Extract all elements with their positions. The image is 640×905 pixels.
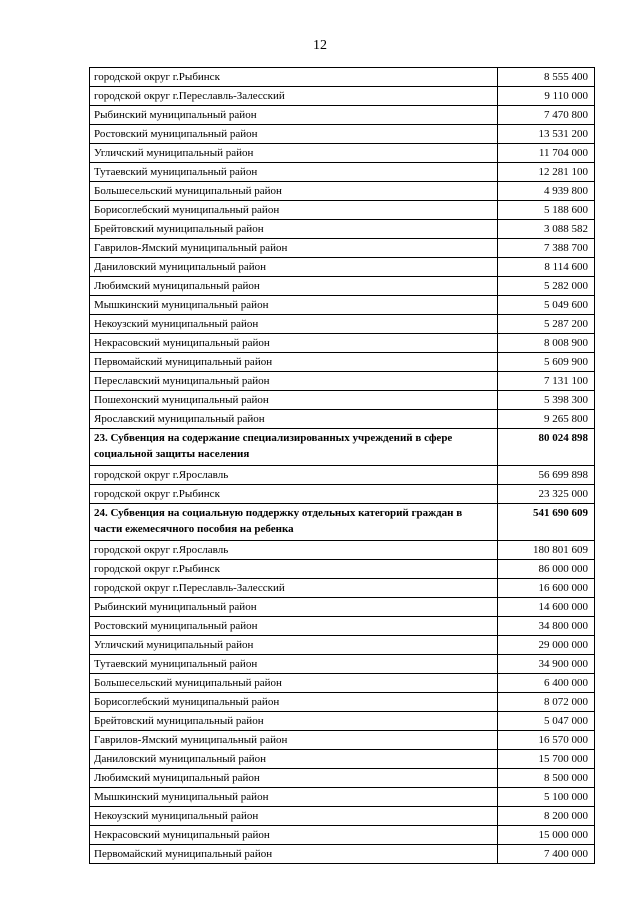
amount-value: 16 570 000 (498, 731, 595, 750)
table-row (90, 636, 595, 655)
amount-value: 8 500 000 (498, 769, 595, 788)
budget-table (89, 67, 595, 864)
amount-value: 34 800 000 (498, 617, 595, 636)
section-title: 24. Субвенция на социальную поддержку отдельных категорий граждан в части ежемесячного пособия на ребенка (90, 504, 498, 541)
table-row (90, 674, 595, 693)
recipient-name: Борисоглебский муниципальный район (90, 693, 498, 712)
table-row (90, 655, 595, 674)
recipient-name: Рыбинский муниципальный район (90, 106, 498, 125)
recipient-name: Тутаевский муниципальный район (90, 655, 498, 674)
recipient-name: Любимский муниципальный район (90, 769, 498, 788)
amount-value: 23 325 000 (498, 485, 595, 504)
amount-value: 4 939 800 (498, 182, 595, 201)
recipient-name: Некрасовский муниципальный район (90, 826, 498, 845)
recipient-name: Даниловский муниципальный район (90, 750, 498, 769)
recipient-name: городской округ г.Ярославль (90, 541, 498, 560)
recipient-name: Ростовский муниципальный район (90, 125, 498, 144)
amount-value: 5 047 000 (498, 712, 595, 731)
amount-value: 13 531 200 (498, 125, 595, 144)
amount-value: 5 049 600 (498, 296, 595, 315)
table-row (90, 68, 595, 87)
table-row (90, 201, 595, 220)
table-row (90, 485, 595, 504)
recipient-name: Первомайский муниципальный район (90, 353, 498, 372)
table-row (90, 87, 595, 106)
table-row (90, 258, 595, 277)
recipient-name: Борисоглебский муниципальный район (90, 201, 498, 220)
section-header-row (90, 504, 595, 541)
recipient-name: Первомайский муниципальный район (90, 845, 498, 864)
table-row (90, 466, 595, 485)
table-row (90, 315, 595, 334)
amount-value: 11 704 000 (498, 144, 595, 163)
table-row (90, 598, 595, 617)
recipient-name: Угличский муниципальный район (90, 636, 498, 655)
table-row (90, 391, 595, 410)
recipient-name: Гаврилов-Ямский муниципальный район (90, 731, 498, 750)
table-row (90, 277, 595, 296)
amount-value: 9 265 800 (498, 410, 595, 429)
table-row (90, 541, 595, 560)
table-row (90, 693, 595, 712)
recipient-name: Угличский муниципальный район (90, 144, 498, 163)
recipient-name: Переславский муниципальный район (90, 372, 498, 391)
amount-value: 8 114 600 (498, 258, 595, 277)
table-row (90, 826, 595, 845)
table-row (90, 579, 595, 598)
table-row (90, 788, 595, 807)
recipient-name: городской округ г.Ярославль (90, 466, 498, 485)
recipient-name: Некоузский муниципальный район (90, 315, 498, 334)
amount-value: 9 110 000 (498, 87, 595, 106)
table-row (90, 807, 595, 826)
amount-value: 8 200 000 (498, 807, 595, 826)
table-row (90, 560, 595, 579)
amount-value: 5 100 000 (498, 788, 595, 807)
amount-value: 5 188 600 (498, 201, 595, 220)
amount-value: 8 072 000 (498, 693, 595, 712)
table-row (90, 125, 595, 144)
amount-value: 15 700 000 (498, 750, 595, 769)
table-row (90, 182, 595, 201)
amount-value: 7 388 700 (498, 239, 595, 258)
recipient-name: Даниловский муниципальный район (90, 258, 498, 277)
recipient-name: Любимский муниципальный район (90, 277, 498, 296)
table-row (90, 353, 595, 372)
amount-value: 8 008 900 (498, 334, 595, 353)
table-row (90, 220, 595, 239)
table-row (90, 239, 595, 258)
section-total-amount: 80 024 898 (498, 429, 595, 466)
amount-value: 15 000 000 (498, 826, 595, 845)
amount-value: 29 000 000 (498, 636, 595, 655)
amount-value: 7 470 800 (498, 106, 595, 125)
amount-value: 56 699 898 (498, 466, 595, 485)
amount-value: 180 801 609 (498, 541, 595, 560)
recipient-name: Большесельский муниципальный район (90, 182, 498, 201)
table-row (90, 712, 595, 731)
amount-value: 5 398 300 (498, 391, 595, 410)
section-header-row (90, 429, 595, 466)
recipient-name: городской округ г.Рыбинск (90, 68, 498, 87)
page-number: 12 (313, 38, 327, 53)
recipient-name: Пошехонский муниципальный район (90, 391, 498, 410)
amount-value: 3 088 582 (498, 220, 595, 239)
recipient-name: городской округ г.Переславль-Залесский (90, 87, 498, 106)
table-row (90, 769, 595, 788)
recipient-name: Мышкинский муниципальный район (90, 788, 498, 807)
recipient-name: Некоузский муниципальный район (90, 807, 498, 826)
table-row (90, 617, 595, 636)
amount-value: 5 282 000 (498, 277, 595, 296)
table-row (90, 731, 595, 750)
budget-table-body (90, 68, 595, 864)
recipient-name: Брейтовский муниципальный район (90, 712, 498, 731)
amount-value: 6 400 000 (498, 674, 595, 693)
table-row (90, 750, 595, 769)
table-row (90, 372, 595, 391)
recipient-name: Мышкинский муниципальный район (90, 296, 498, 315)
recipient-name: Рыбинский муниципальный район (90, 598, 498, 617)
amount-value: 8 555 400 (498, 68, 595, 87)
amount-value: 12 281 100 (498, 163, 595, 182)
table-row (90, 410, 595, 429)
recipient-name: Некрасовский муниципальный район (90, 334, 498, 353)
amount-value: 7 400 000 (498, 845, 595, 864)
recipient-name: Большесельский муниципальный район (90, 674, 498, 693)
table-row (90, 334, 595, 353)
amount-value: 5 609 900 (498, 353, 595, 372)
table-row (90, 106, 595, 125)
amount-value: 5 287 200 (498, 315, 595, 334)
amount-value: 34 900 000 (498, 655, 595, 674)
table-row (90, 296, 595, 315)
amount-value: 7 131 100 (498, 372, 595, 391)
section-title: 23. Субвенция на содержание специализированных учреждений в сфере социальной защиты населения (90, 429, 498, 466)
recipient-name: городской округ г.Рыбинск (90, 485, 498, 504)
table-row (90, 845, 595, 864)
recipient-name: Брейтовский муниципальный район (90, 220, 498, 239)
amount-value: 16 600 000 (498, 579, 595, 598)
recipient-name: городской округ г.Рыбинск (90, 560, 498, 579)
recipient-name: Гаврилов-Ямский муниципальный район (90, 239, 498, 258)
recipient-name: Ростовский муниципальный район (90, 617, 498, 636)
recipient-name: Тутаевский муниципальный район (90, 163, 498, 182)
amount-value: 86 000 000 (498, 560, 595, 579)
table-row (90, 144, 595, 163)
recipient-name: Ярославский муниципальный район (90, 410, 498, 429)
amount-value: 14 600 000 (498, 598, 595, 617)
section-total-amount: 541 690 609 (498, 504, 595, 541)
table-row (90, 163, 595, 182)
recipient-name: городской округ г.Переславль-Залесский (90, 579, 498, 598)
